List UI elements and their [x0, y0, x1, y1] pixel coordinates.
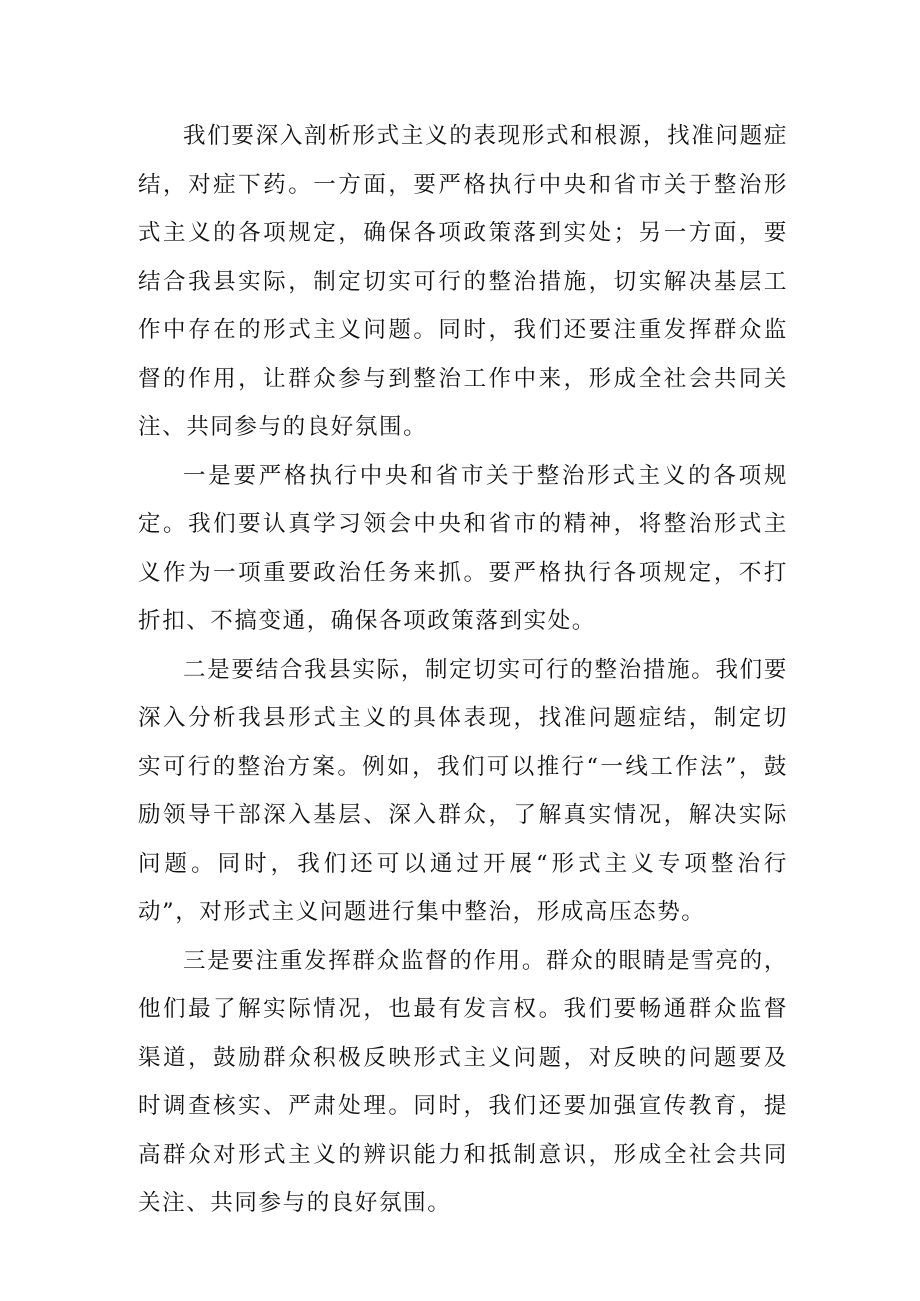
paragraph-2: 一是要严格执行中央和省市关于整治形式主义的各项规定。我们要认真学习领会中央和省市的精神，将整治形式主义作为一项重要政治任务来抓。要严格执行各项规定，不打折扣、不搞变通，确保各项政策落到实处。	[138, 462, 788, 634]
paragraph-4: 三是要注重发挥群众监督的作用。群众的眼睛是雪亮的，他们最了解实际情况，也最有发言权。我们要畅通群众监督渠道，鼓励群众积极反映形式主义问题，对反映的问题要及时调查核实、严肃处理。同时，我们还要加强宣传教育，提高群众对形式主义的辨识能力和抵制意识，形成全社会共同关注、共同参与的良好氛围。	[138, 947, 788, 1216]
document-body	[138, 112, 788, 1228]
paragraph-1: 我们要深入剖析形式主义的表现形式和根源，找准问题症结，对症下药。一方面，要严格执行中央和省市关于整治形式主义的各项规定，确保各项政策落到实处；另一方面，要结合我县实际，制定切实可行的整治措施，切实解决基层工作中存在的形式主义问题。同时，我们还要注重发挥群众监督的作用，让群众参与到整治工作中来，形成全社会共同关注、共同参与的良好氛围。	[138, 123, 788, 440]
paragraph-3: 二是要结合我县实际，制定切实可行的整治措施。我们要深入分析我县形式主义的具体表现，找准问题症结，制定切实可行的整治方案。例如，我们可以推行“一线工作法”，鼓励领导干部深入基层、深入群众，了解真实情况，解决实际问题。同时，我们还可以通过开展“形式主义专项整治行动”，对形式主义问题进行集中整治，形成高压态势。	[138, 656, 788, 925]
